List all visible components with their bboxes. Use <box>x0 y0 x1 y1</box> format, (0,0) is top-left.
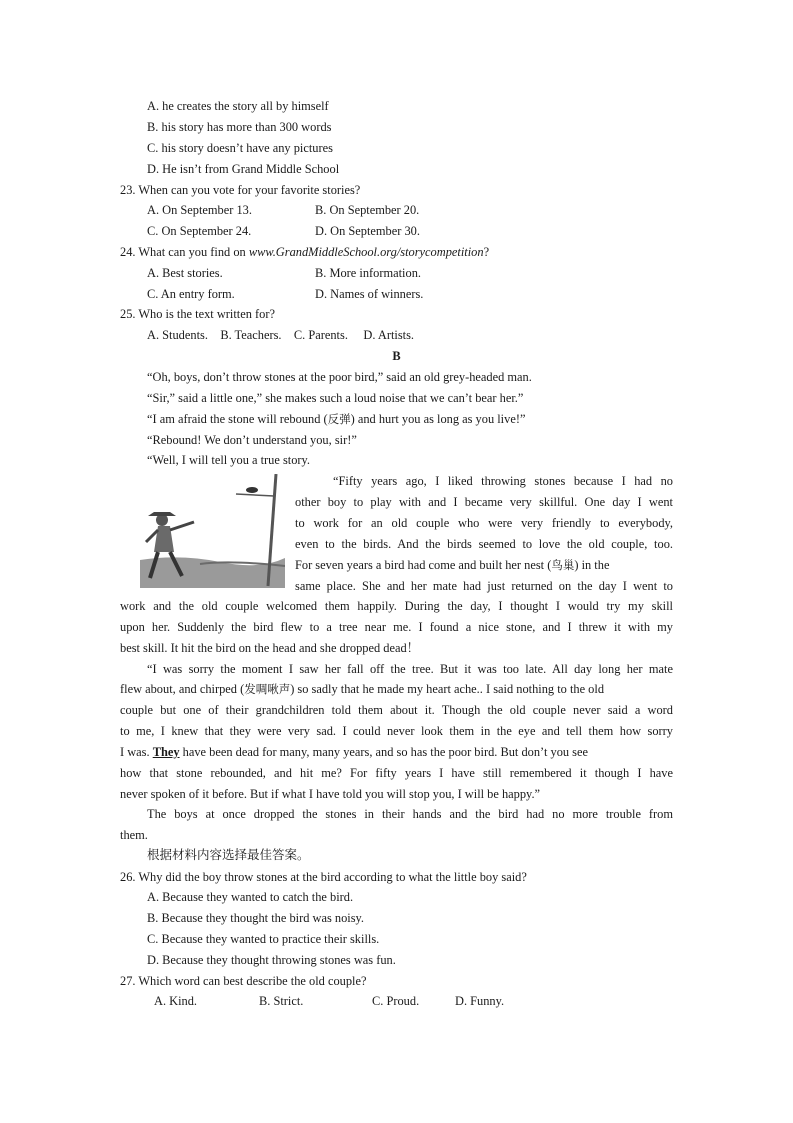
q27-stem: 27. Which word can best describe the old couple? <box>120 974 367 988</box>
passage-story-line-5 <box>295 557 673 573</box>
q26-option-b: B. Because they thought the bird was noisy. <box>147 911 365 925</box>
passage-sorry-line-2-a: flew about, and chirped ( <box>120 682 245 696</box>
q26-option-d: D. Because they thought throwing stones was fun. <box>147 953 396 967</box>
q26-stem: 26. Why did the boy throw stones at the bird according to what the little boy said? <box>120 870 527 884</box>
passage-line-3-b: ) and hurt you as long as you live!” <box>350 412 526 426</box>
passage-story-line-9: best skill. It hit the bird on the head and she dropped dead！ <box>120 641 420 655</box>
bird-shape <box>246 487 258 493</box>
section-b-heading: B <box>392 349 401 363</box>
q24-url: www.GrandMiddleSchool.org/storycompetition <box>248 245 484 259</box>
passage-story-line-2: other boy to play with and I became very skillful. One day I went <box>295 495 673 509</box>
q23-option-a: A. On September 13. <box>147 203 252 217</box>
passage-story-line-6: same place. She and her mate had just returned on the day I went to <box>295 579 673 593</box>
passage-line-2: “Sir,” said a little one,” she makes such a loud noise that we can’t bear her.” <box>147 391 524 405</box>
passage-sorry-line-2-b: ) so sadly that he made my heart ache.. I said nothing to the old <box>290 682 605 696</box>
passage-line-5: “Well, I will tell you a true story. <box>147 453 311 467</box>
passage-story-line-5-b: ) in the <box>574 558 610 572</box>
passage-sorry-line-6: how that stone rebounded, and hit me? For fifty years I have still remembered it though I have <box>120 766 673 780</box>
passage-sorry-line-5-a: I was. <box>120 745 153 759</box>
passage-ending-line-1: The boys at once dropped the stones in their hands and the bird had no more trouble from <box>147 807 673 821</box>
q25-stem: 25. Who is the text written for? <box>120 307 275 321</box>
q22-option-b: B. his story has more than 300 words <box>147 120 332 134</box>
passage-story-line-8: upon her. Suddenly the bird flew to a tree near me. I found a nice stone, and I threw it with my <box>120 620 673 634</box>
q27-option-b: B. Strict. <box>259 994 304 1008</box>
q24-option-d: D. Names of winners. <box>315 287 424 301</box>
passage-ending-line-2: them. <box>120 828 148 842</box>
q22-option-c: C. his story doesn’t have any pictures <box>147 141 333 155</box>
passage-story-line-1: “Fifty years ago, I liked throwing stones because I had no <box>333 474 673 488</box>
passage-sorry-line-4: to me, I knew that they were very sad. I could never look them in the eye and tell them how sorry <box>120 724 673 738</box>
passage-sorry-line-3: couple but one of their grandchildren told them about it. Though the old couple never said a word <box>120 703 673 717</box>
q24-option-a: A. Best stories. <box>147 266 223 280</box>
passage-nest-cjk: 鸟巢 <box>551 558 575 572</box>
passage-rebound-cjk: 反弹 <box>327 412 351 426</box>
q23-stem: 23. When can you vote for your favorite stories? <box>120 183 361 197</box>
q24-stem <box>120 244 489 260</box>
q27-option-d: D. Funny. <box>455 994 505 1008</box>
passage-line-4: “Rebound! We don’t understand you, sir!” <box>147 433 357 447</box>
q27-option-c: C. Proud. <box>372 994 420 1008</box>
passage-sorry-line-5-b: have been dead for many, many years, and so has the poor bird. But don’t you see <box>179 745 588 759</box>
passage-line-3 <box>147 411 525 427</box>
q22-option-d: D. He isn’t from Grand Middle School <box>147 162 340 176</box>
instruction-text: 根据材料内容选择最佳答案。 <box>147 847 310 862</box>
passage-story-line-4: even to the birds. And the birds seemed to love the old couple, too. <box>295 537 673 551</box>
q24-stem-prefix: 24. What can you find on <box>120 245 249 259</box>
passage-line-1: “Oh, boys, don’t throw stones at the poor bird,” said an old grey-headed man. <box>147 370 532 384</box>
q22-option-a: A. he creates the story all by himself <box>147 99 329 113</box>
passage-story-line-5-a: For seven years a bird had come and built her nest ( <box>295 558 552 572</box>
passage-sorry-line-5 <box>120 744 673 760</box>
q26-option-a: A. Because they wanted to catch the bird. <box>147 890 354 904</box>
passage-story-line-3: to work for an old couple who were very friendly to everybody, <box>295 516 673 530</box>
passage-sorry-line-2 <box>120 681 673 697</box>
q25-options: A. Students. B. Teachers. C. Parents. D. Artists. <box>147 328 415 342</box>
passage-line-3-a: “I am afraid the stone will rebound ( <box>147 412 328 426</box>
q23-option-c: C. On September 24. <box>147 224 252 238</box>
boy-throwing-stone-illustration <box>140 474 285 588</box>
q24-stem-suffix: ? <box>483 245 490 259</box>
q24-option-c: C. An entry form. <box>147 287 235 301</box>
passage-sorry-line-7: never spoken of it before. But if what I have told you will stop you, I will be happy.” <box>120 787 541 801</box>
q24-option-b: B. More information. <box>315 266 421 280</box>
passage-story-line-7: work and the old couple welcomed them happily. During the day, I thought I would try my skill <box>120 599 673 613</box>
q23-option-b: B. On September 20. <box>315 203 420 217</box>
q23-option-d: D. On September 30. <box>315 224 420 238</box>
underlined-word-they: They <box>152 745 180 759</box>
passage-sorry-line-1: “I was sorry the moment I saw her fall off the tree. But it was too late. All day long her mate <box>147 662 673 676</box>
passage-chirp-cjk: 发啁啾声 <box>244 682 291 696</box>
q27-option-a: A. Kind. <box>154 994 198 1008</box>
q26-option-c: C. Because they wanted to practice their skills. <box>147 932 380 946</box>
